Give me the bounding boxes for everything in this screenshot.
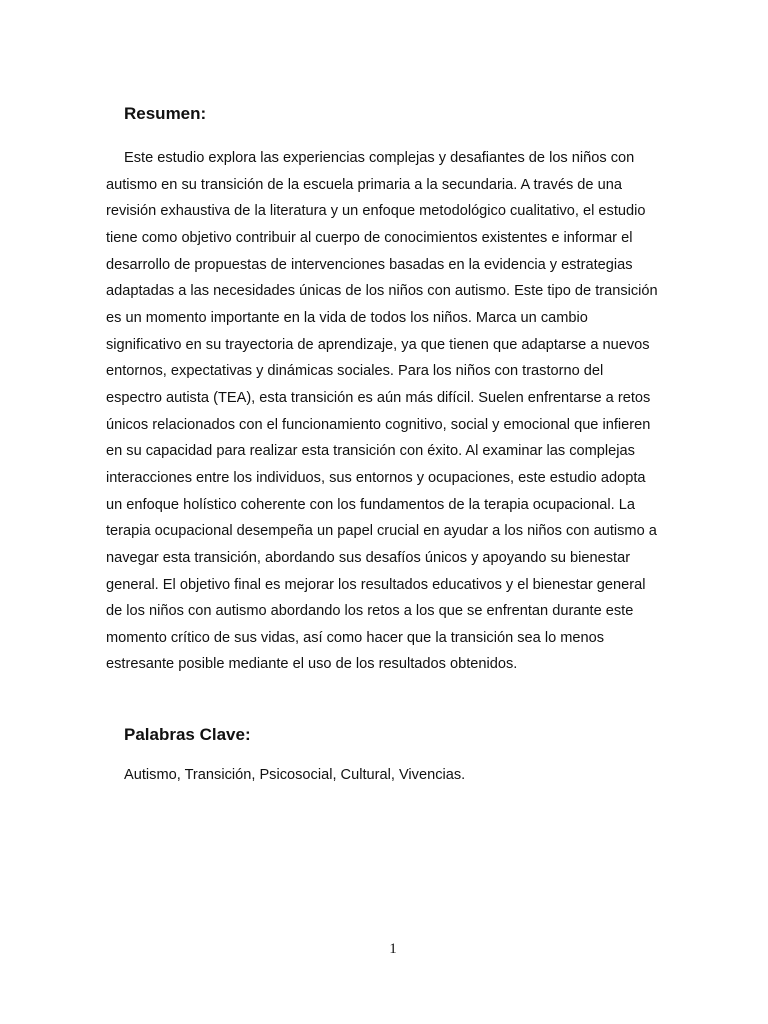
page-number: 1 [389,941,397,957]
abstract-paragraph: Este estudio explora las experiencias complejas y desafiantes de los niños con autismo en su transición de la escuela primaria a la secundaria. A través de una revisión exhaustiva de la literatura y un enfoque metodológico cualitativo, el estudio tiene como objetivo contribuir al cuerpo de conocimientos existentes e informar el desarrollo de propuestas de intervenciones basadas en la evidencia y estrategias adaptadas a las necesidades únicas de los niños con autismo. Este tipo de transición es un momento importante en la vida de todos los niños. Marca un cambio significativo en su trayectoria de aprendizaje, ya que tienen que adaptarse a nuevos entornos, expectativas y dinámicas sociales. Para los niños con trastorno del espectro autista (TEA), esta transición es aún más difícil. Suelen enfrentarse a retos únicos relacionados con el funcionamiento cognitivo, social y emocional que infieren en su capacidad para realizar esta transición con éxito. Al examinar las complejas interacciones entre los individuos, sus entornos y ocupaciones, este estudio adopta un enfoque holístico coherente con los fundamentos de la terapia ocupacional. La terapia ocupacional desempeña un papel crucial en ayudar a los niños con autismo a navegar esta transición, abordando sus desafíos únicos y apoyando su bienestar general. El objetivo final es mejorar los resultados educativos y el bienestar general de los niños con autismo abordando los retos a los que se enfrentan durante este momento crítico de sus vidas, así como hacer que la transición sea lo menos estresante posible mediante el uso de los resultados obtenidos. [106,150,658,673]
keywords-text: Autismo, Transición, Psicosocial, Cultural, Vivencias. [124,767,466,783]
abstract-heading: Resumen: [124,104,207,123]
keywords-heading: Palabras Clave: [124,725,251,744]
